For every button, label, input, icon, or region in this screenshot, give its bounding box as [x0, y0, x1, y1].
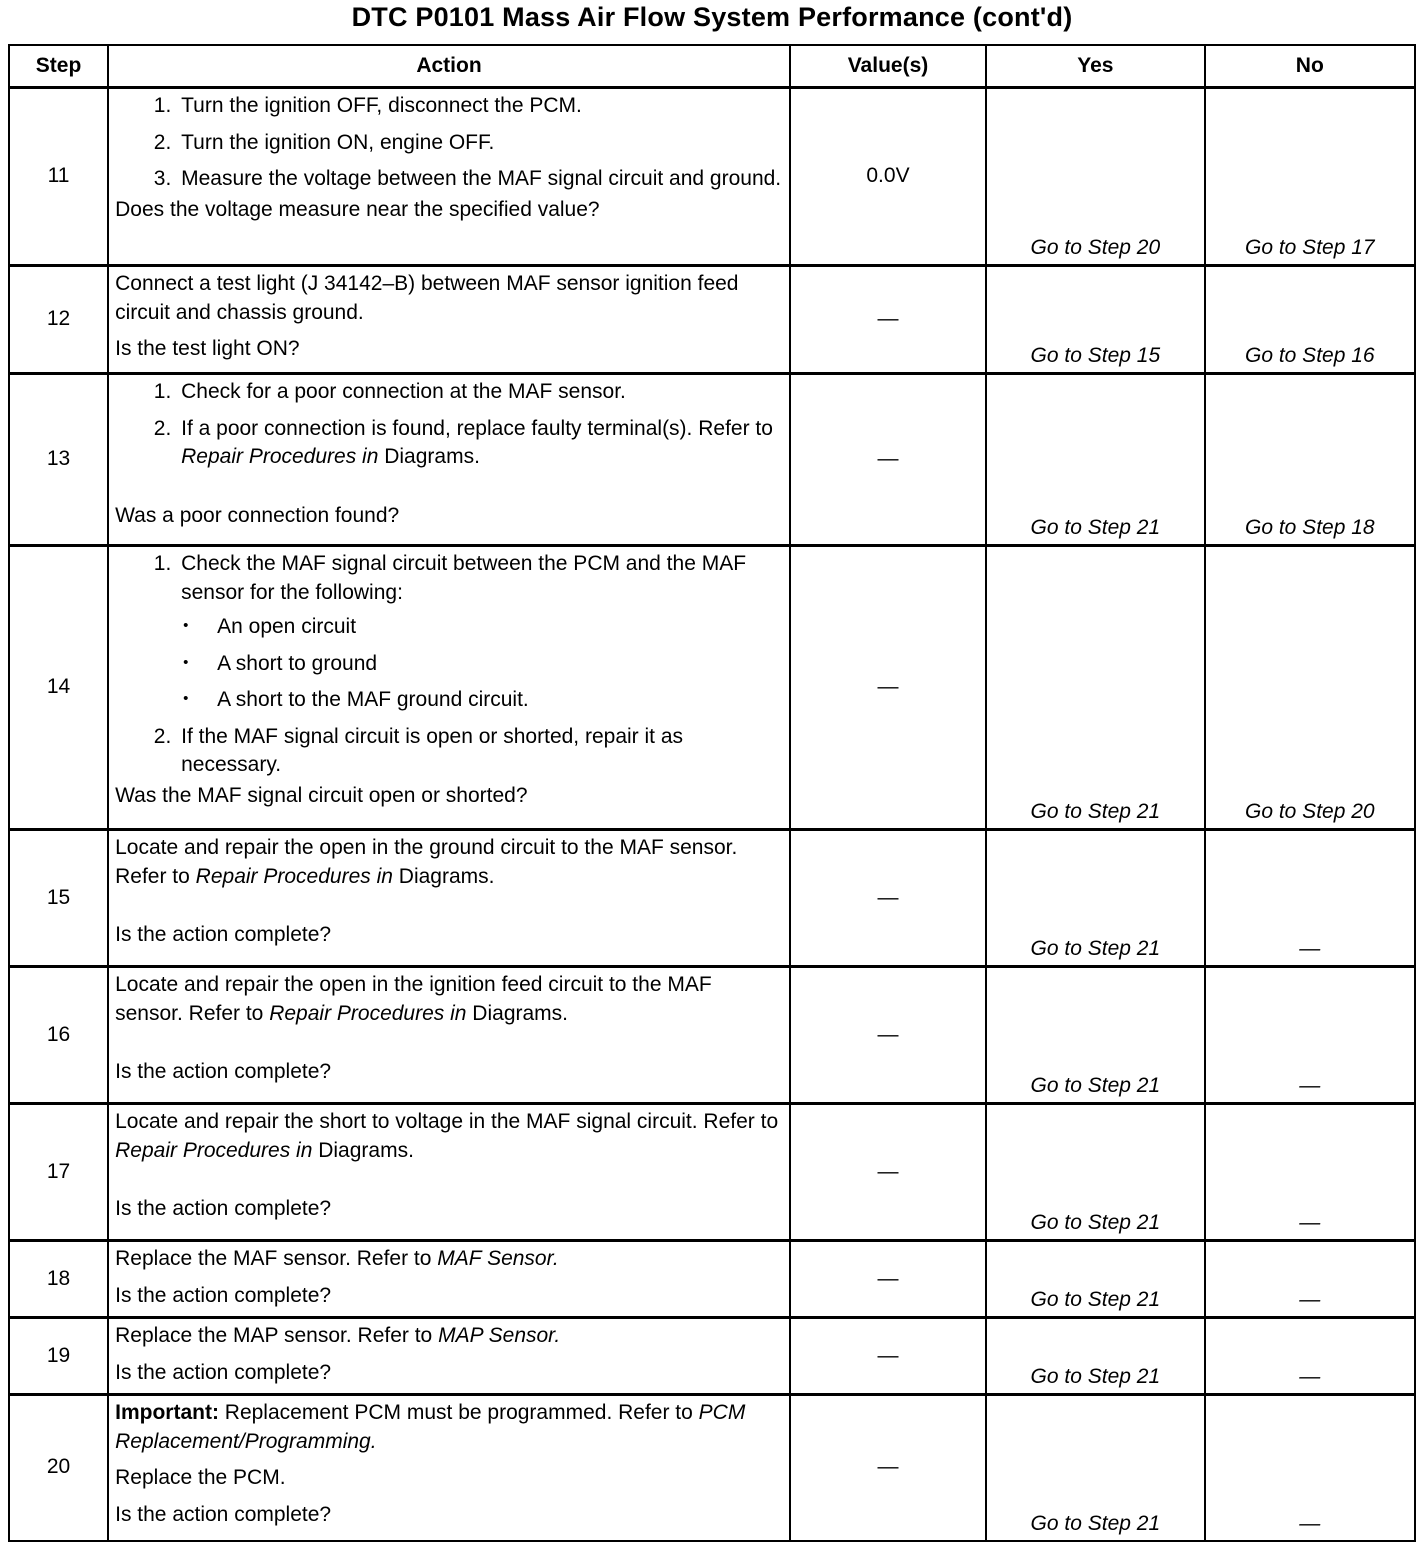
dtc-table	[8, 44, 1416, 1542]
action-text-part: Replacement PCM must be programmed. Refer to	[218, 1401, 699, 1424]
important-note	[115, 1399, 783, 1456]
action-cell	[108, 374, 790, 546]
step-number: 13	[9, 374, 108, 546]
no-cell: —	[1205, 967, 1415, 1104]
important-label: Important:	[115, 1401, 219, 1424]
table-row	[9, 1395, 1415, 1541]
reference-link[interactable]: PCM Replacement/Programming.	[115, 1401, 746, 1453]
header-row	[9, 45, 1415, 88]
bullet-list	[181, 613, 783, 715]
action-cell	[108, 1395, 790, 1541]
reference-link[interactable]: MAF Sensor.	[437, 1247, 559, 1270]
action-question: Is the action complete?	[115, 1197, 332, 1221]
action-cell	[108, 266, 790, 374]
reference-link[interactable]: MAP Sensor.	[438, 1324, 561, 1347]
yes-cell: Go to Step 21	[986, 1395, 1204, 1541]
action-question: Is the action complete?	[115, 923, 332, 947]
action-text-part: Locate and repair the open in the ignition feed circuit to the MAF sensor. Refer to	[115, 973, 712, 1025]
reference-link[interactable]: Repair Procedures in	[269, 1001, 467, 1025]
yes-cell: Go to Step 21	[986, 1104, 1204, 1241]
action-cell	[108, 546, 790, 830]
header-values: Value(s)	[790, 45, 986, 88]
list-item-text: If a poor connection is found, replace faulty terminal(s). Refer to	[181, 416, 773, 440]
no-cell: —	[1205, 1395, 1415, 1541]
list-item: 3. Measure the voltage between the MAF signal circuit and ground.	[177, 165, 783, 194]
header-no: No	[1205, 45, 1415, 88]
list-item	[177, 550, 783, 715]
header-step: Step	[9, 45, 108, 88]
action-text-part: Diagrams.	[392, 864, 495, 888]
no-cell: Go to Step 20	[1205, 546, 1415, 830]
table-row	[9, 546, 1415, 830]
no-cell: —	[1205, 830, 1415, 967]
step-number: 16	[9, 967, 108, 1104]
bullet-item: • A short to the MAF ground circuit.	[213, 686, 783, 715]
step-number: 20	[9, 1395, 108, 1541]
action-question: Is the test light ON?	[115, 337, 300, 361]
table-row	[9, 967, 1415, 1104]
value-cell: —	[790, 546, 986, 830]
header-action: Action	[108, 45, 790, 88]
table-row	[9, 374, 1415, 546]
yes-cell: Go to Step 21	[986, 1241, 1204, 1318]
yes-cell: Go to Step 21	[986, 374, 1204, 546]
action-cell	[108, 1318, 790, 1395]
action-text: Replace the PCM.	[115, 1466, 286, 1490]
action-cell	[108, 967, 790, 1104]
action-cell	[108, 88, 790, 266]
reference-link[interactable]: Repair Procedures in	[115, 1138, 313, 1162]
list-item: 1. Turn the ignition OFF, disconnect the PCM.	[177, 92, 783, 121]
action-text-part: Diagrams.	[312, 1138, 414, 1162]
value-cell: —	[790, 830, 986, 967]
action-question: Is the action complete?	[115, 1283, 332, 1307]
step-number: 11	[9, 88, 108, 266]
action-steps	[115, 550, 783, 780]
table-row	[9, 88, 1415, 266]
value-cell: —	[790, 374, 986, 546]
yes-cell: Go to Step 15	[986, 266, 1204, 374]
no-cell: Go to Step 16	[1205, 266, 1415, 374]
action-text-part: Diagrams.	[466, 1001, 568, 1025]
list-item: 2. Turn the ignition ON, engine OFF.	[177, 129, 783, 158]
step-number: 17	[9, 1104, 108, 1241]
no-cell: —	[1205, 1241, 1415, 1318]
action-text-part: Replace the MAP sensor. Refer to	[115, 1324, 439, 1347]
reference-link[interactable]: Repair Procedures in	[195, 864, 393, 888]
no-cell: —	[1205, 1104, 1415, 1241]
action-text	[115, 971, 783, 1028]
action-question: Was the MAF signal circuit open or shorted?	[115, 783, 528, 807]
action-cell	[108, 830, 790, 967]
step-number: 14	[9, 546, 108, 830]
table-row	[9, 1104, 1415, 1241]
no-cell: Go to Step 17	[1205, 88, 1415, 266]
action-text	[115, 834, 783, 891]
value-cell: —	[790, 266, 986, 374]
action-steps	[115, 378, 783, 472]
list-item-text: Diagrams.	[378, 445, 480, 469]
action-cell	[108, 1104, 790, 1241]
action-text	[115, 1245, 783, 1274]
action-question: Is the action complete?	[115, 1360, 332, 1384]
header-yes: Yes	[986, 45, 1204, 88]
yes-cell: Go to Step 21	[986, 1318, 1204, 1395]
yes-cell: Go to Step 21	[986, 546, 1204, 830]
action-text	[115, 1108, 783, 1165]
yes-cell: Go to Step 21	[986, 967, 1204, 1104]
action-text-part: Locate and repair the open in the ground circuit to the MAF sensor. Refer to	[115, 836, 738, 888]
step-number: 19	[9, 1318, 108, 1395]
step-number: 18	[9, 1241, 108, 1318]
action-question: Was a poor connection found?	[115, 503, 400, 527]
list-item: 1. Check for a poor connection at the MAF sensor.	[177, 378, 783, 407]
step-number: 15	[9, 830, 108, 967]
page-title: DTC P0101 Mass Air Flow System Performance (cont'd)	[351, 2, 1073, 32]
value-cell: —	[790, 1395, 986, 1541]
value-cell: —	[790, 967, 986, 1104]
value-cell: 0.0V	[790, 88, 986, 266]
action-text-part: Locate and repair the short to voltage in the MAF signal circuit. Refer to	[115, 1110, 779, 1133]
action-cell	[108, 1241, 790, 1318]
action-text: Connect a test light (J 34142–B) between MAF sensor ignition feed circuit and chassis ground.	[115, 272, 739, 324]
list-item	[177, 415, 783, 472]
action-steps	[115, 92, 783, 194]
bullet-item: • An open circuit	[213, 613, 783, 642]
value-cell: —	[790, 1241, 986, 1318]
action-question: Is the action complete?	[115, 1502, 332, 1526]
no-cell: Go to Step 18	[1205, 374, 1415, 546]
action-text-part: Replace the MAF sensor. Refer to	[115, 1247, 438, 1270]
list-item: 2. If the MAF signal circuit is open or shorted, repair it as necessary.	[177, 723, 783, 780]
yes-cell: Go to Step 21	[986, 830, 1204, 967]
table-row	[9, 1318, 1415, 1395]
reference-link[interactable]: Repair Procedures in	[181, 445, 379, 469]
value-cell: —	[790, 1318, 986, 1395]
action-question: Is the action complete?	[115, 1060, 332, 1084]
bullet-item: • A short to ground	[213, 650, 783, 679]
step-number: 12	[9, 266, 108, 374]
action-text	[115, 1322, 783, 1351]
action-question: Does the voltage measure near the specified value?	[115, 197, 600, 221]
yes-cell: Go to Step 20	[986, 88, 1204, 266]
table-row	[9, 1241, 1415, 1318]
value-cell: —	[790, 1104, 986, 1241]
table-row	[9, 266, 1415, 374]
table-row	[9, 830, 1415, 967]
no-cell: —	[1205, 1318, 1415, 1395]
list-item-text: Check the MAF signal circuit between the PCM and the MAF sensor for the following:	[181, 552, 747, 604]
